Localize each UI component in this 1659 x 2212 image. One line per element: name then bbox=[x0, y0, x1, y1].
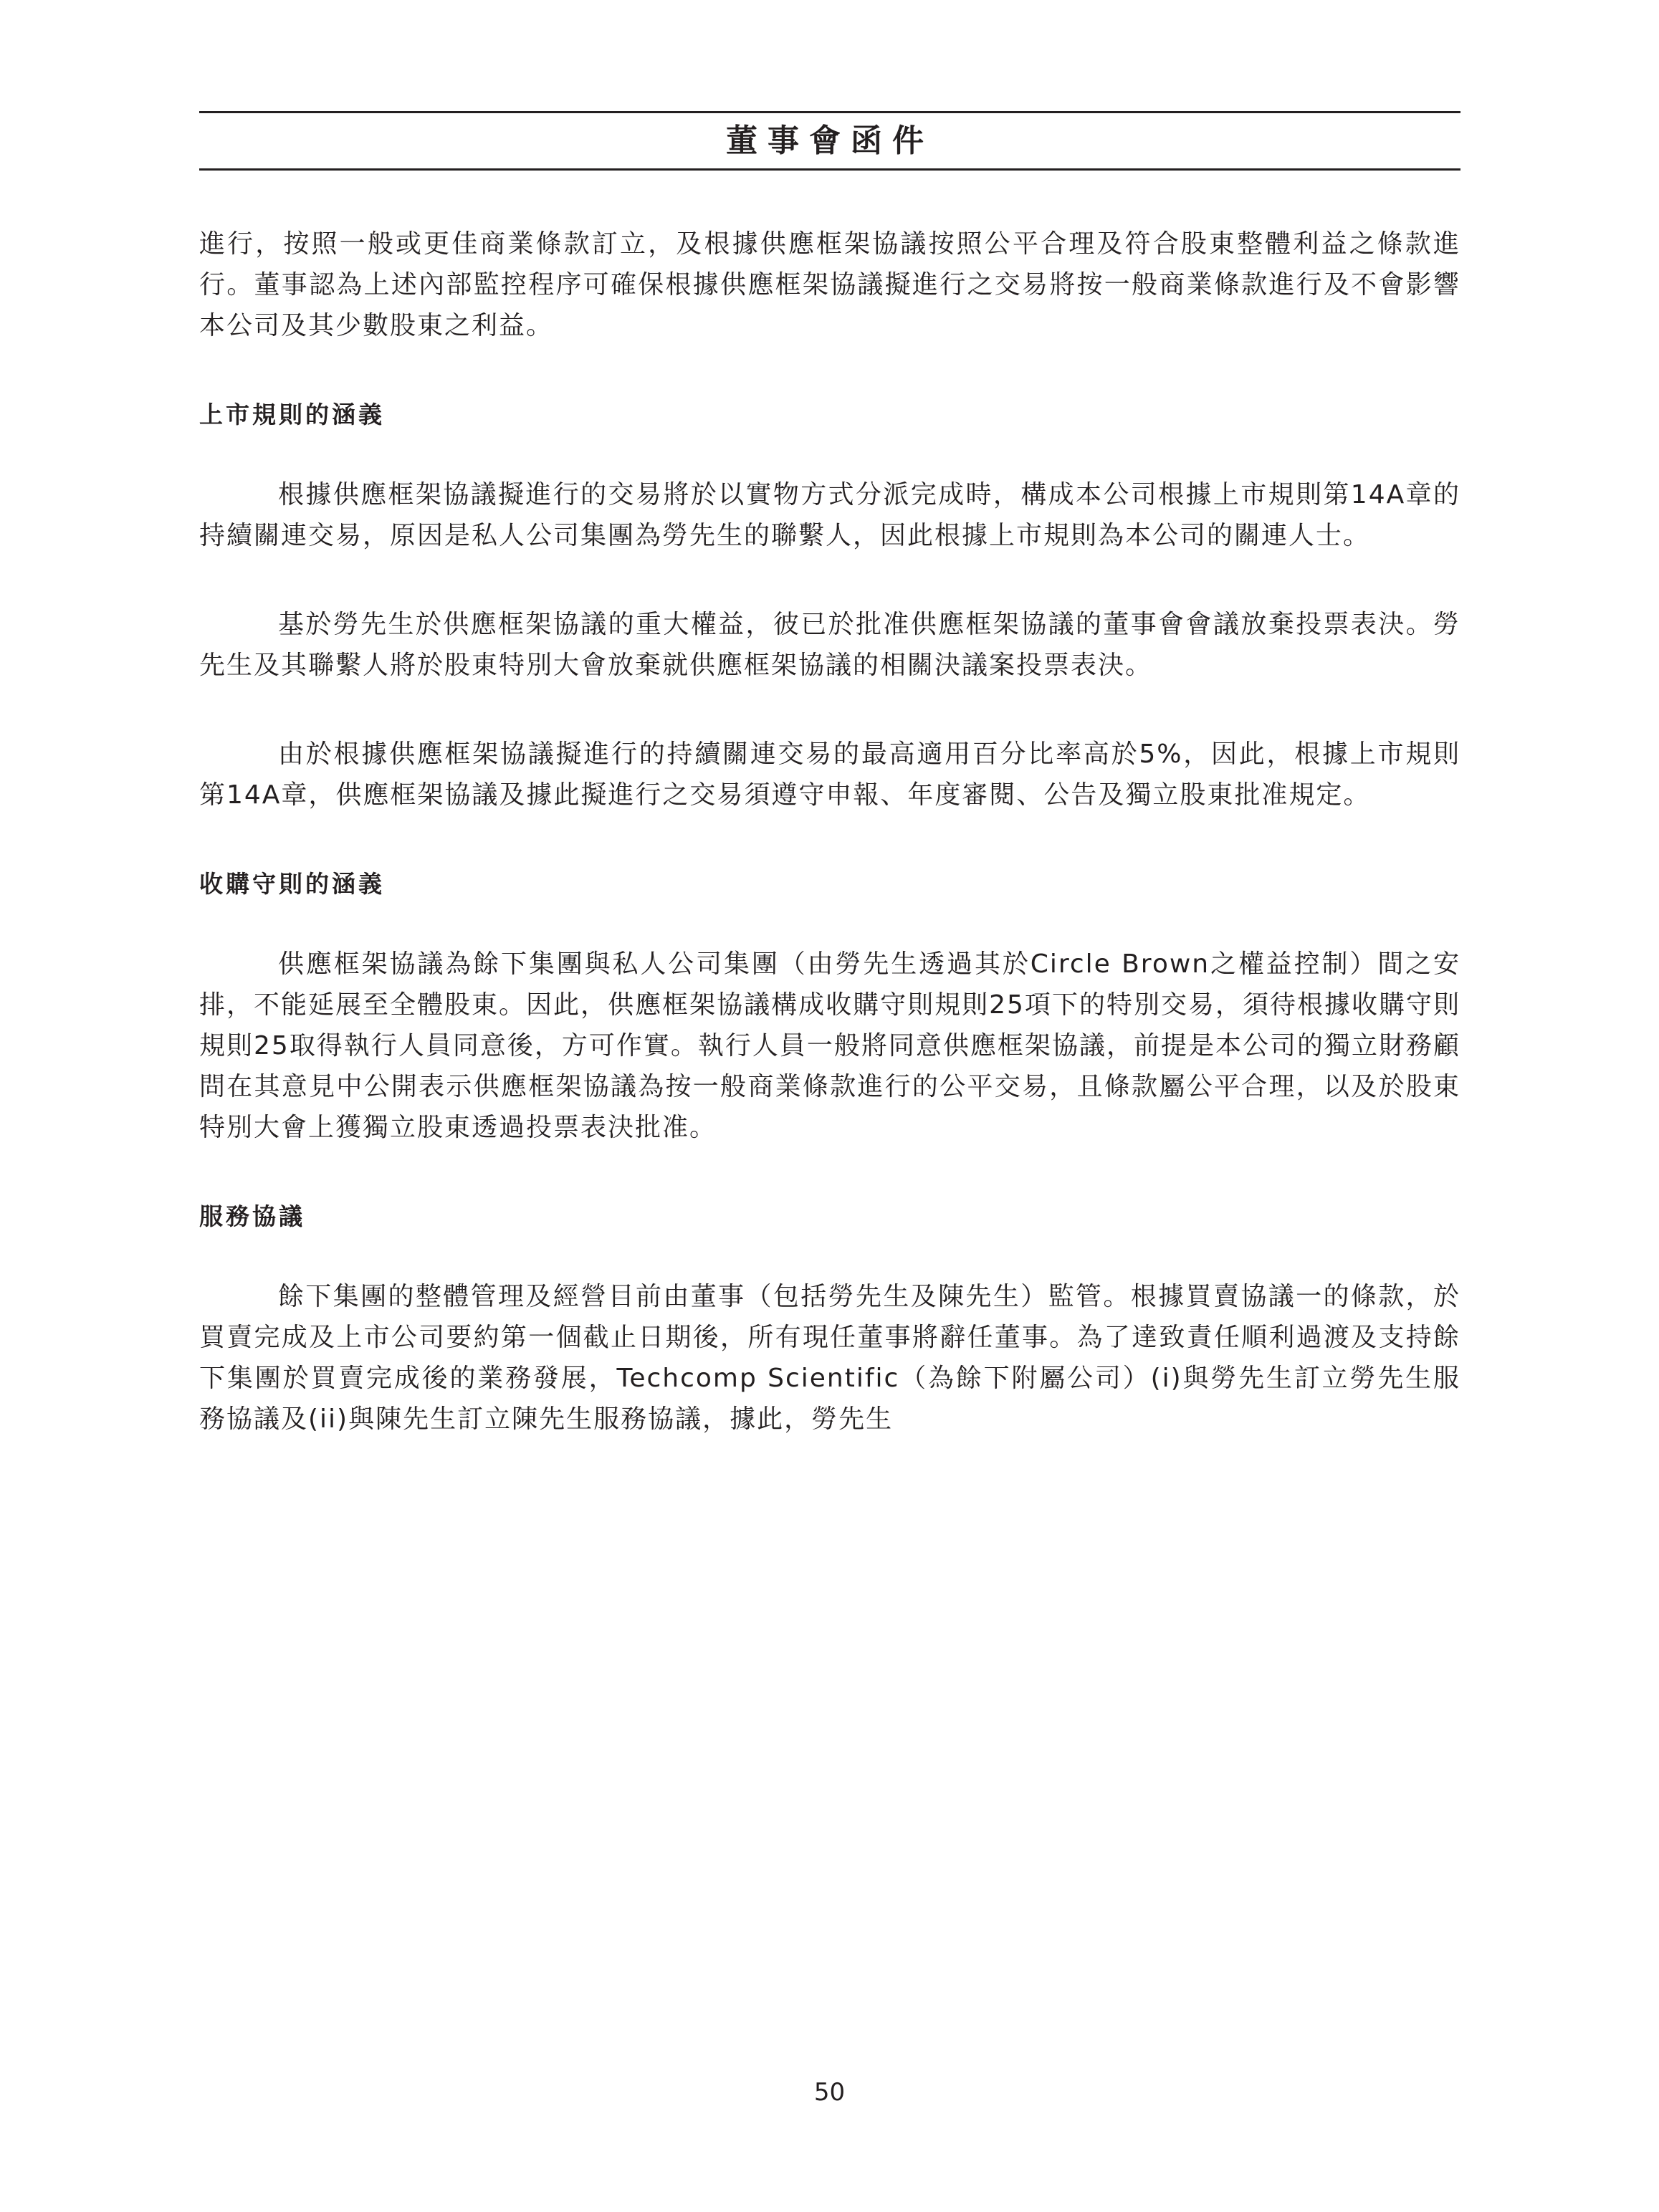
intro-paragraph: 進行，按照一般或更佳商業條款訂立，及根據供應框架協議按照公平合理及符合股東整體利益之條款進行。董事認為上述內部監控程序可確保根據供應框架協議擬進行之交易將按一般商業條款進行及不會影響本公司及其少數股東之利益。 bbox=[199, 229, 1460, 340]
document-body bbox=[199, 224, 1460, 1440]
page-title: 董事會函件 bbox=[726, 123, 934, 159]
service-agreements-paragraph-1: 餘下集團的整體管理及經營目前由董事（包括勞先生及陳先生）監管。根據買賣協議一的條款，於買賣完成及上市公司要約第一個截止日期後，所有現任董事將辭任董事。為了達致責任順利過渡及支持餘下集團於買賣完成後的業務發展，Techcomp Scientific（為餘下附屬公司）(i)與勞先生訂立勞先生服務協議及(ii)與陳先生訂立陳先生服務協議，據此，勞先生 bbox=[199, 1282, 1460, 1434]
section-heading-service-agreements: 服務協議 bbox=[199, 1202, 305, 1230]
header-top-rule bbox=[199, 111, 1460, 113]
page-number: 50 bbox=[813, 2078, 846, 2107]
listing-rules-paragraph-3: 由於根據供應框架協議擬進行的持續關連交易的最高適用百分比率高於5%，因此，根據上市規則第14A章，供應框架協議及據此擬進行之交易須遵守申報、年度審閱、公告及獨立股東批准規定。 bbox=[199, 739, 1460, 810]
listing-rules-paragraph-2: 基於勞先生於供應框架協議的重大權益，彼已於批准供應框架協議的董事會會議放棄投票表決。勞先生及其聯繫人將於股東特別大會放棄就供應框架協議的相關決議案投票表決。 bbox=[199, 610, 1460, 680]
header-bottom-rule bbox=[199, 168, 1460, 171]
section-heading-takeovers-code: 收購守則的涵義 bbox=[199, 870, 385, 898]
section-heading-listing-rules: 上市規則的涵義 bbox=[199, 401, 385, 428]
takeovers-code-paragraph-1: 供應框架協議為餘下集團與私人公司集團（由勞先生透過其於Circle Brown之權益控制）間之安排，不能延展至全體股東。因此，供應框架協議構成收購守則規則25項下的特別交易，須待根據收購守則規則25取得執行人員同意後，方可作實。執行人員一般將同意供應框架協議，前提是本公司的獨立財務顧問在其意見中公開表示供應框架協議為按一般商業條款進行的公平交易，且條款屬公平合理，以及於股東特別大會上獲獨立股東透過投票表決批准。 bbox=[199, 949, 1460, 1142]
listing-rules-paragraph-1: 根據供應框架協議擬進行的交易將於以實物方式分派完成時，構成本公司根據上市規則第14A章的持續關連交易，原因是私人公司集團為勞先生的聯繫人，因此根據上市規則為本公司的關連人士。 bbox=[199, 480, 1460, 550]
